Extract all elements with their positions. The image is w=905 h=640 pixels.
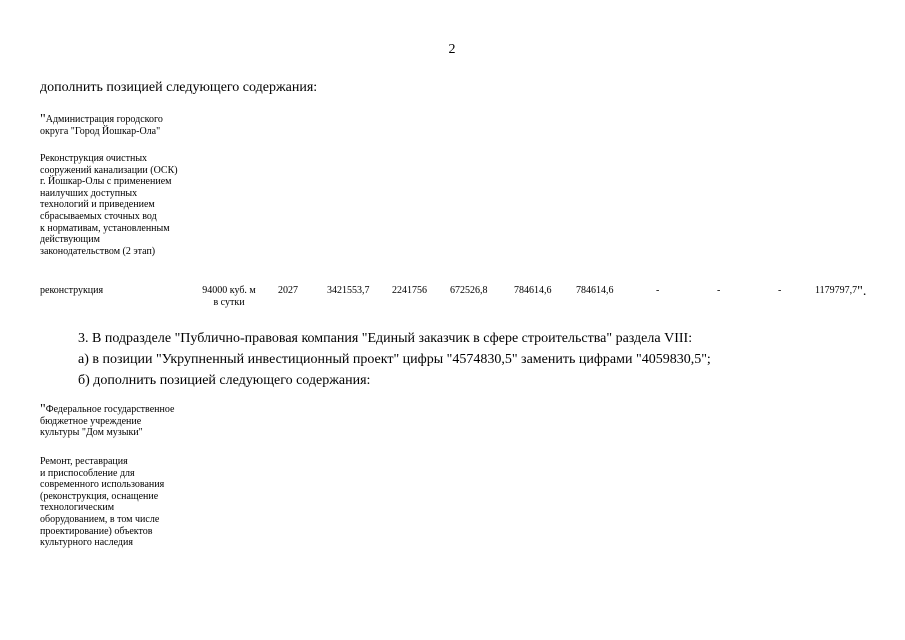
intro-line: дополнить позицией следующего содержания: <box>40 80 318 95</box>
block1-organization-text: Администрация городского округа "Город Йошкар-Ола" <box>40 114 163 137</box>
page-number: 2 <box>448 42 456 57</box>
row1-year: 2027 <box>278 285 298 296</box>
section3-item-a: а) в позиции "Укрупненный инвестиционный проект" цифры "4574830,5" заменить цифрами "4059830,5"; <box>78 352 711 367</box>
row1-capacity: 94000 куб. м в сутки <box>202 285 256 308</box>
section3-heading: 3. В подразделе "Публично-правовая компания "Единый заказчик в сфере строительства" раздела VIII: <box>78 331 693 346</box>
row1-value-4: 784614,6 <box>514 285 552 296</box>
block1-project: Реконструкция очистных сооружений канализации (ОСК) г. Йошкар-Олы с применением наилучших доступных технологий и приведением сбрасываемых сточных вод к нормативам, установленным действующим законодательством (2 этап) <box>40 153 178 257</box>
row1-value-3: 672526,8 <box>450 285 488 296</box>
row1-value-8: - <box>778 285 782 296</box>
row1-value-7: - <box>717 285 721 296</box>
block2-organization-text: Федеральное государственное бюджетное учреждение культуры "Дом музыки" <box>40 404 175 439</box>
section3-item-b: б) дополнить позицией следующего содержания: <box>78 373 371 388</box>
block2-open-quote: " <box>40 402 46 417</box>
row1-value-1: 3421553,7 <box>327 285 370 296</box>
block2-project: Ремонт, реставрация и приспособление для современного использования (реконструкция, оснащение технологическим оборудованием, в том числе проектирование) объектов культурного наследия <box>40 456 165 549</box>
row1-work-type: реконструкция <box>40 285 104 296</box>
row1-value-5: 784614,6 <box>576 285 614 296</box>
row1-value-6: - <box>656 285 660 296</box>
row1-value-9 <box>815 285 866 298</box>
row1-value-2: 2241756 <box>392 285 427 296</box>
row1-value-9-text: 1179797,7 <box>815 285 858 296</box>
block1-organization <box>40 114 163 137</box>
row1-end-quote: ". <box>857 284 867 299</box>
block2-organization <box>40 404 174 439</box>
block1-open-quote: " <box>40 112 46 127</box>
